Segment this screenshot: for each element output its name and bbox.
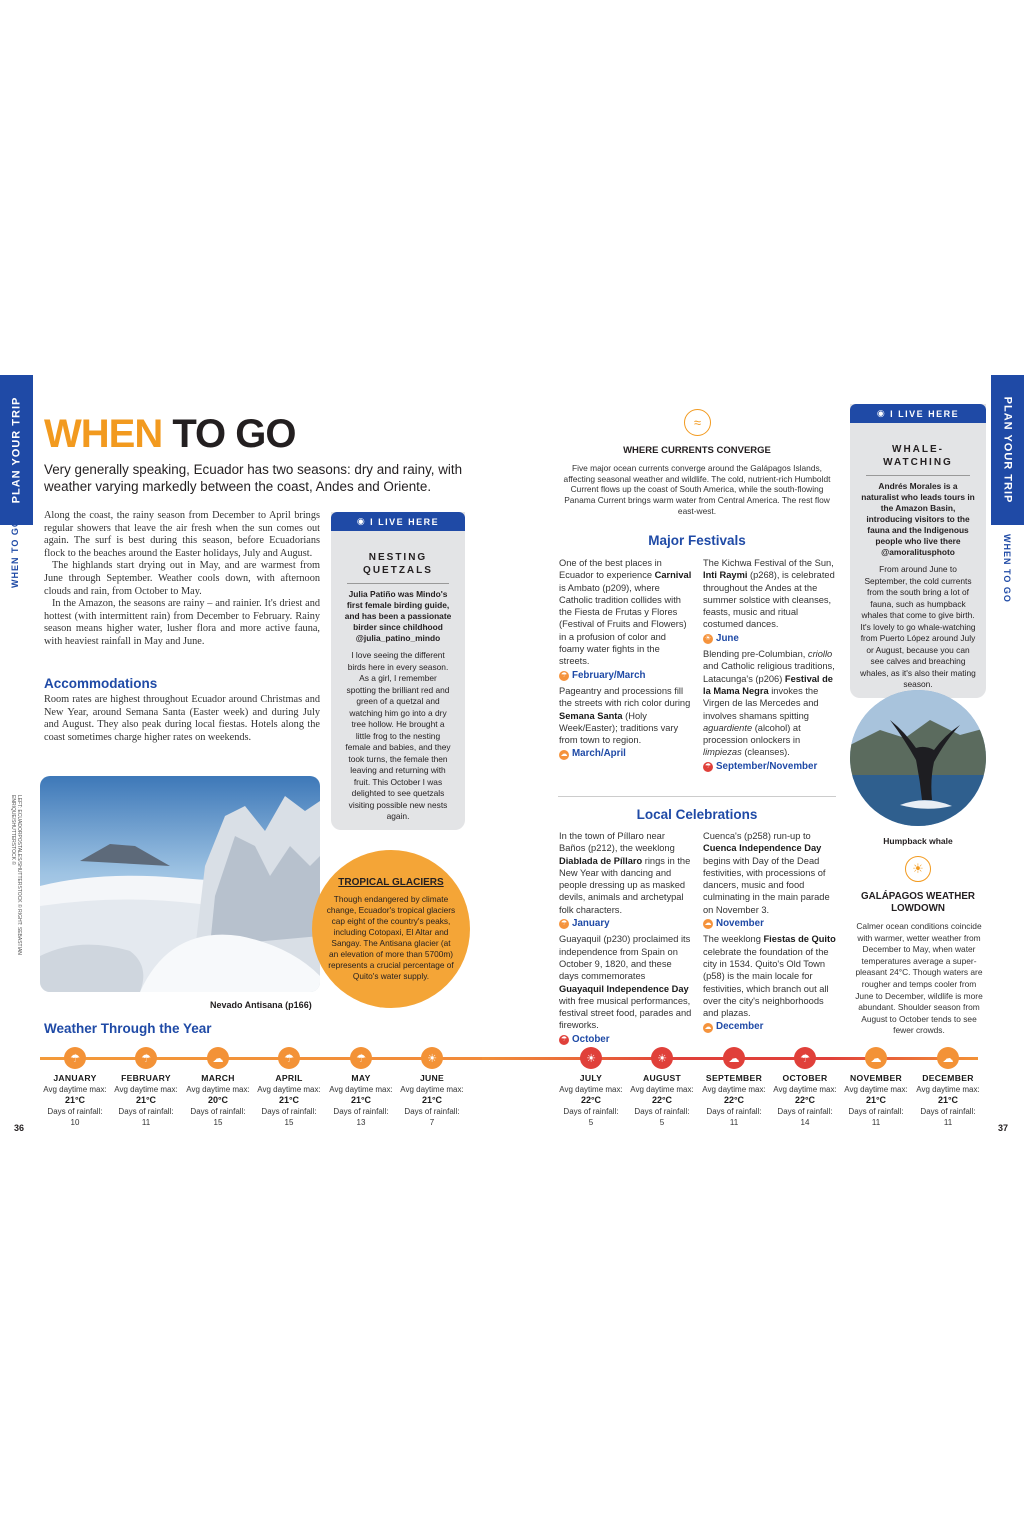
rain-cloud-icon: ☂ bbox=[560, 1035, 568, 1043]
amazon-paragraph: In the Amazon, the seasons are rainy – and rainier. It's driest and hottest (with intermittent rain) from December to February. Rainy season means higher water, lusher flora and more active fauna, with heaviest rainfall in May and June. bbox=[44, 598, 320, 647]
rain-cloud-icon: ☂ bbox=[704, 762, 712, 770]
month-name: FEBRUARY bbox=[121, 1073, 171, 1083]
sun-cloud-icon: ☁ bbox=[704, 1023, 712, 1031]
temp-value: 22°C bbox=[723, 1095, 745, 1105]
month-name: JULY bbox=[579, 1073, 603, 1083]
sun-icon: ☀ bbox=[704, 634, 712, 642]
temp-label: Avg daytime max: bbox=[844, 1085, 908, 1094]
sun-cloud-icon: ☁ bbox=[207, 1047, 229, 1069]
temp-value: 21°C bbox=[937, 1095, 959, 1105]
page-title: WHEN TO GO bbox=[44, 412, 296, 456]
quetzal-card-title: NESTING QUETZALS bbox=[363, 552, 433, 576]
rain-value: 11 bbox=[729, 1118, 739, 1127]
temp-label: Avg daytime max: bbox=[630, 1085, 694, 1094]
galapagos-title: GALÁPAGOS WEATHER LOWDOWN bbox=[861, 891, 975, 914]
inti-raymi-entry: The Kichwa Festival of the Sun, Inti Raymi (p268), is celebrated throughout the Andes at the summer solstice with cleanses, feasts, music and ritual costumed dances. bbox=[703, 558, 835, 630]
rain-label: Days of rainfall: bbox=[47, 1107, 103, 1116]
semana-santa-date: ☁ March/April bbox=[560, 748, 626, 760]
weather-month-august bbox=[628, 1073, 696, 1128]
rain-value: 10 bbox=[70, 1118, 80, 1127]
whale-caption: Humpback whale bbox=[883, 836, 953, 846]
weather-month-july bbox=[557, 1073, 625, 1128]
section-divider bbox=[558, 796, 836, 797]
temp-label: Avg daytime max: bbox=[257, 1085, 321, 1094]
weather-month-september bbox=[700, 1073, 768, 1128]
month-name: AUGUST bbox=[642, 1073, 682, 1083]
temp-value: 21°C bbox=[350, 1095, 372, 1105]
intro-text: Very generally speaking, Ecuador has two seasons: dry and rainy, with weather varying markedly between the coast, Andes and Oriente. bbox=[44, 462, 463, 494]
rain-value: 11 bbox=[141, 1118, 151, 1127]
sun-waves-icon: ☀ bbox=[905, 856, 931, 882]
sun-cloud-icon: ☁ bbox=[937, 1047, 959, 1069]
sun-cloud-icon: ☁ bbox=[723, 1047, 745, 1069]
rain-label: Days of rainfall: bbox=[706, 1107, 762, 1116]
rain-label: Days of rainfall: bbox=[118, 1107, 174, 1116]
sun-icon: ☀ bbox=[421, 1047, 443, 1069]
rain-cloud-icon: ☂ bbox=[350, 1047, 372, 1069]
rain-value: 15 bbox=[284, 1118, 294, 1127]
temp-value: 21°C bbox=[278, 1095, 300, 1105]
temp-value: 22°C bbox=[651, 1095, 673, 1105]
waves-icon: ≈ bbox=[684, 409, 711, 436]
temp-label: Avg daytime max: bbox=[400, 1085, 464, 1094]
accommodations-text: Room rates are highest throughout Ecuador around Christmas and New Year, around Semana Santa (Easter week) and during July and August. They also peak during local fiestas. Hotels along the coast sometimes charge higher rates on weekends. bbox=[44, 694, 320, 743]
rain-value: 11 bbox=[871, 1118, 881, 1127]
temp-value: 21°C bbox=[865, 1095, 887, 1105]
festivals-column-1 bbox=[559, 557, 692, 764]
month-name: OCTOBER bbox=[782, 1073, 828, 1083]
month-name: MARCH bbox=[201, 1073, 235, 1083]
rain-label: Days of rainfall: bbox=[404, 1107, 460, 1116]
quetzal-quote: I love seeing the different birds here in every season. As a girl, I remember spotting the brilliant red and green of a quetzal and watching him go into a dry tree hollow. He brought a little frog to the nesting female and babies, and they took turns, the female then leaving and returning with fruit. This October I was delighted to see quetzals visiting possible new nests again. bbox=[345, 650, 451, 821]
humpback-whale-photo bbox=[850, 690, 986, 826]
tropical-glaciers-text: Though endangered by climate change, Ecuador's tropical glaciers cap eight of the country's peaks, including Cotopaxi, El Altar and Sangay. The Antisana glacier (at an elevation of more than 5700m) represents a crucial percentage of Quito's water supply. bbox=[326, 894, 456, 981]
location-pin-icon: ◉ bbox=[356, 516, 367, 526]
festivals-column-2 bbox=[703, 557, 836, 776]
temp-label: Avg daytime max: bbox=[186, 1085, 250, 1094]
temp-value: 20°C bbox=[207, 1095, 229, 1105]
temp-label: Avg daytime max: bbox=[43, 1085, 107, 1094]
currents-title: WHERE CURRENTS CONVERGE bbox=[623, 445, 771, 456]
sun-icon: ☀ bbox=[580, 1047, 602, 1069]
month-name: APRIL bbox=[275, 1073, 303, 1083]
quito-entry: The weeklong Fiestas de Quito celebrate the foundation of the city in 1534. Quito's Old Town (p58) is the main locale for festivities, which branch out all over the city's neighborhoods and plazas. bbox=[703, 934, 836, 1019]
cuenca-entry: Cuenca's (p258) run-up to Cuenca Independence Day begins with Day of the Dead festivities, with processions of dancers, music and food culminating in the main parade on November 3. bbox=[703, 831, 830, 915]
seasons-body bbox=[44, 510, 320, 649]
rain-value: 5 bbox=[588, 1118, 594, 1127]
temp-value: 22°C bbox=[794, 1095, 816, 1105]
coast-paragraph: Along the coast, the rainy season from December to April brings regular showers that leave the air fresh when the sun comes out again. The surf is best during this season, before Ecuadorians flock to the beaches around the Easter holidays, July and August. bbox=[44, 510, 320, 559]
whale-card-title: WHALE-WATCHING bbox=[883, 444, 953, 468]
accommodations-heading: Accommodations bbox=[44, 676, 158, 691]
rain-label: Days of rainfall: bbox=[777, 1107, 833, 1116]
sun-cloud-icon: ☁ bbox=[704, 920, 712, 928]
guayaquil-entry: Guayaquil (p230) proclaimed its independence from Spain on October 9, 1820, and these days commemorates Guayaquil Independence Day with free musical performances, festival street food, parades and fireworks. bbox=[559, 934, 692, 1031]
mama-negra-date: ☂ September/November bbox=[704, 760, 818, 772]
whale-quote: From around June to September, the cold currents from the south bring a lot of fauna, such as humpback whales that come to give birth. It's lovely to go whale-watching from Puerto López around July or August, because you can see calves and breaching whales, as it's also their mating season. bbox=[860, 564, 976, 689]
rain-value: 15 bbox=[213, 1118, 223, 1127]
sun-cloud-icon: ☁ bbox=[560, 750, 568, 758]
carnival-date: ☂ February/March bbox=[560, 669, 646, 681]
temp-label: Avg daytime max: bbox=[773, 1085, 837, 1094]
celebrations-column-2 bbox=[703, 830, 836, 1037]
temp-label: Avg daytime max: bbox=[329, 1085, 393, 1094]
weather-heading: Weather Through the Year bbox=[44, 1021, 212, 1036]
temp-value: 21°C bbox=[64, 1095, 86, 1105]
page-number-right: 37 bbox=[998, 1123, 1009, 1133]
rain-label: Days of rainfall: bbox=[920, 1107, 976, 1116]
cuenca-date: ☁ November bbox=[704, 918, 764, 930]
weather-month-december bbox=[914, 1073, 982, 1128]
tropical-glaciers-circle bbox=[312, 850, 470, 1008]
inti-raymi-date: ☀ June bbox=[704, 632, 739, 644]
weather-month-january bbox=[41, 1073, 109, 1128]
rain-value: 14 bbox=[800, 1118, 810, 1127]
tropical-glaciers-title: TROPICAL GLACIERS bbox=[338, 877, 444, 888]
temp-label: Avg daytime max: bbox=[114, 1085, 178, 1094]
month-name: NOVEMBER bbox=[849, 1073, 903, 1083]
weather-month-june bbox=[398, 1073, 466, 1128]
photo-credit: LEFT: ECUADORPOSTALES/SHUTTERSTOCK © RIGHT: SEBASTIAN ENRIQUE/SHUTTERSTOCK © bbox=[10, 795, 22, 955]
sun-cloud-icon: ☁ bbox=[865, 1047, 887, 1069]
rain-value: 5 bbox=[659, 1118, 665, 1127]
weather-month-november bbox=[842, 1073, 910, 1128]
whale-bio: Andrés Morales is a naturalist who leads tours in the Amazon Basin, introducing visitors to the fauna and the Indigenous people who live there @amoralitusphoto bbox=[861, 481, 975, 557]
temp-label: Avg daytime max: bbox=[916, 1085, 980, 1094]
currents-text: Five major ocean currents converge around the Galápagos Islands, affecting seasonal weather and wildlife. The cold, nutrient-rich Humboldt Current flows up the coast of South America, while the south-flowing Panama Current brings warm water from Central America. The rest flow east-west. bbox=[563, 463, 831, 516]
diablada-entry: In the town of Píllaro near Baños (p212), the weeklong Diablada de Píllaro rings in the New Year with dancing and people dressing up as masked devils, animals and archetypal folk characters. bbox=[559, 831, 691, 915]
mama-negra-entry: Blending pre-Columbian, criollo and Catholic religious traditions, Latacunga's (p206) Festival de la Mama Negra invokes the Virgen de las Mercedes and involves shamans spitting aguardiente (alcohol) at procession onlockers in limpiezas (cleanses). bbox=[703, 649, 835, 758]
quito-date: ☁ December bbox=[704, 1021, 764, 1033]
rain-cloud-icon: ☂ bbox=[560, 671, 568, 679]
rain-value: 13 bbox=[356, 1118, 366, 1127]
location-pin-icon: ◉ bbox=[876, 408, 887, 418]
nevado-antisana-photo bbox=[40, 776, 320, 992]
month-name: JUNE bbox=[419, 1073, 445, 1083]
antisana-caption: Nevado Antisana (p166) bbox=[210, 1000, 312, 1010]
rain-cloud-icon: ☂ bbox=[64, 1047, 86, 1069]
temp-label: Avg daytime max: bbox=[702, 1085, 766, 1094]
weather-month-october bbox=[771, 1073, 839, 1128]
rain-label: Days of rainfall: bbox=[190, 1107, 246, 1116]
nesting-quetzals-card bbox=[331, 512, 465, 830]
i-live-here-header: ◉ I LIVE HERE bbox=[850, 404, 986, 423]
local-celebrations-heading: Local Celebrations bbox=[636, 807, 758, 822]
diablada-date: ☂ January bbox=[560, 918, 610, 930]
rain-cloud-icon: ☂ bbox=[135, 1047, 157, 1069]
quetzal-bio: Julia Patiño was Mindo's first female birding guide, and has been a passionate birder since childhood @julia_patino_mindo bbox=[344, 589, 452, 643]
rain-cloud-icon: ☂ bbox=[278, 1047, 300, 1069]
month-name: MAY bbox=[351, 1073, 371, 1083]
month-name: JANUARY bbox=[53, 1073, 97, 1083]
rain-label: Days of rainfall: bbox=[634, 1107, 690, 1116]
semana-santa-entry: Pageantry and processions fill the streets with rich color during Semana Santa (Holy Week/Easter); traditions vary from town to region. bbox=[559, 685, 691, 746]
weather-month-may bbox=[327, 1073, 395, 1128]
rain-label: Days of rainfall: bbox=[848, 1107, 904, 1116]
i-live-here-header: ◉ I LIVE HERE bbox=[331, 512, 465, 531]
rain-value: 11 bbox=[943, 1118, 953, 1127]
temp-value: 21°C bbox=[135, 1095, 157, 1105]
when-to-go-label-left: WHEN TO GO bbox=[10, 519, 20, 588]
sun-icon: ☀ bbox=[651, 1047, 673, 1069]
major-festivals-heading: Major Festivals bbox=[648, 533, 746, 548]
highlands-paragraph: The highlands start drying out in May, and are warmest from June through September. Weather cools down, with afternoon clouds and rain, from October to May. bbox=[44, 560, 320, 597]
rain-label: Days of rainfall: bbox=[333, 1107, 389, 1116]
rain-cloud-icon: ☂ bbox=[794, 1047, 816, 1069]
galapagos-text: Calmer ocean conditions coincide with warmer, wetter weather from December to May, when water temperatures average a super-pleasant 24°C. Though waters are rougher and temps cooler from June to December, wildlife is more abundant. Shoulder season from August to October tends to see fewer crowds. bbox=[855, 921, 983, 1036]
page-number-left: 36 bbox=[14, 1123, 25, 1133]
rain-label: Days of rainfall: bbox=[563, 1107, 619, 1116]
month-name: SEPTEMBER bbox=[705, 1073, 763, 1083]
temp-value: 22°C bbox=[580, 1095, 602, 1105]
plan-your-trip-tab-right: PLAN YOUR TRIP bbox=[991, 375, 1024, 525]
weather-timeline-left bbox=[40, 1057, 482, 1060]
temp-value: 21°C bbox=[421, 1095, 443, 1105]
weather-month-february bbox=[112, 1073, 180, 1128]
temp-label: Avg daytime max: bbox=[559, 1085, 623, 1094]
weather-month-april bbox=[255, 1073, 323, 1128]
plan-your-trip-tab-left: PLAN YOUR TRIP bbox=[0, 375, 33, 525]
rain-cloud-icon: ☂ bbox=[560, 920, 568, 928]
month-name: DECEMBER bbox=[922, 1073, 974, 1083]
rain-label: Days of rainfall: bbox=[261, 1107, 317, 1116]
whale-watching-card bbox=[850, 404, 986, 698]
celebrations-column-1 bbox=[559, 830, 692, 1049]
when-to-go-label-right: WHEN TO GO bbox=[1002, 534, 1012, 603]
guayaquil-date: ☂ October bbox=[560, 1033, 610, 1045]
rain-value: 7 bbox=[429, 1118, 435, 1127]
weather-month-march bbox=[184, 1073, 252, 1128]
carnival-entry: One of the best places in Ecuador to experience Carnival is Ambato (p209), where Catholic tradition collides with the Fiesta de Frutas y Flores (Festival of Fruits and Flowers) in a profusion of color and foamy water fights in the streets. bbox=[559, 558, 692, 667]
